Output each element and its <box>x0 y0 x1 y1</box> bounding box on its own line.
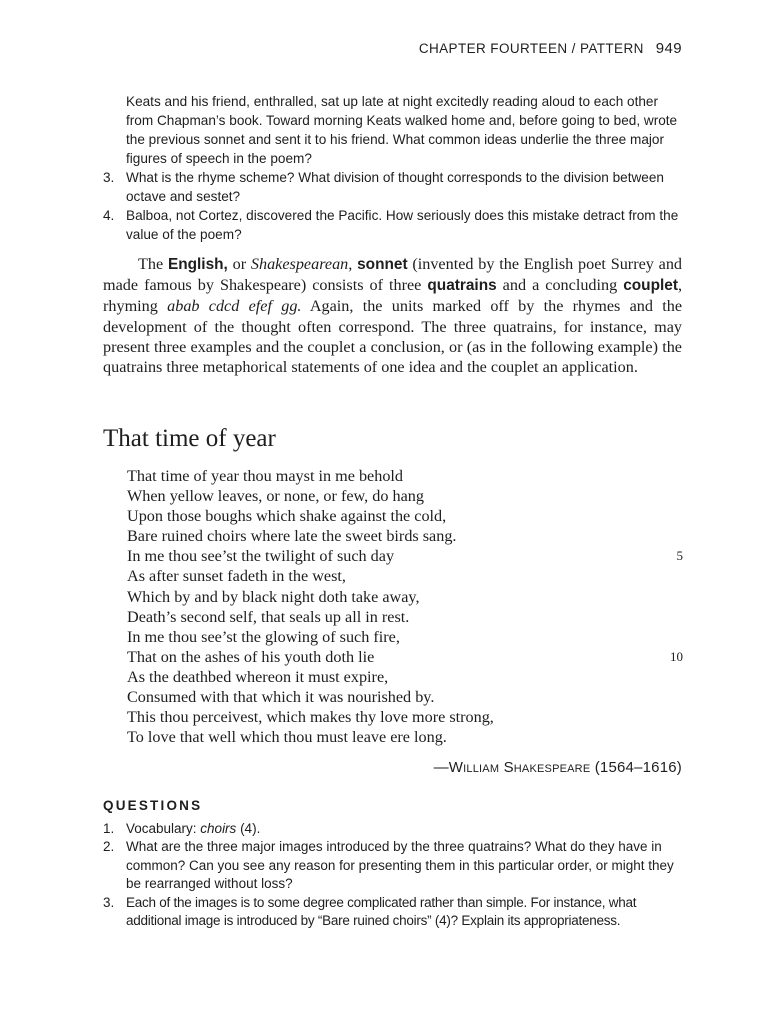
question-text: What are the three major images introduced by the three quatrains? What do they have in common? Can you see any reason for presenting them in this particular order, or might they be rearranged without loss? <box>126 839 674 892</box>
chapter-title: CHAPTER FOURTEEN / PATTERN <box>418 41 644 56</box>
question-text: What is the rhyme scheme? What division of thought corresponds to the division between octave and sestet? <box>126 170 664 204</box>
question-number: 3. <box>103 894 115 910</box>
author-name: William Shakespeare <box>448 759 591 776</box>
question-continuation: Keats and his friend, enthralled, sat up late at night excitedly reading aloud to each other from Chapman’s book. Toward morning Keats walked home and, before going to bed, wrote the previous sonnet and sent it to his friend. What common ideas underlie the three major figures of speech in the poem? <box>126 94 678 166</box>
poem-line <box>127 566 683 586</box>
question-list <box>103 820 683 930</box>
term-quatrains: quatrains <box>427 277 497 295</box>
question-text <box>126 820 683 838</box>
poem-line <box>127 546 683 566</box>
text-run: and a concluding <box>496 276 624 295</box>
poem-line-text: That on the ashes of his youth doth lie <box>127 647 375 666</box>
text-run: Vocabulary: <box>126 821 201 836</box>
poem-line-text: When yellow leaves, or none, or few, do hang <box>127 487 424 506</box>
poem-attribution <box>434 759 682 776</box>
term-couplet: couplet <box>623 277 678 295</box>
question-number: 2. <box>103 839 115 855</box>
question-item <box>103 206 683 244</box>
poem-line-text: Which by and by black night doth take away, <box>127 587 420 606</box>
question-number: 1. <box>103 821 115 836</box>
term-sonnet: sonnet <box>357 256 408 273</box>
term-shakespearean: Shakespearean, <box>250 255 353 273</box>
poem-body <box>127 466 683 747</box>
poem-line <box>127 506 683 526</box>
line-number: 10 <box>670 648 683 664</box>
text-run: , rhyming <box>103 276 682 316</box>
running-head <box>419 40 682 57</box>
poem-line-text: Death’s second self, that seals up all in rest. <box>127 607 410 626</box>
poem-line <box>127 486 683 506</box>
question-item <box>103 168 683 206</box>
poem-line <box>127 707 683 727</box>
poem-line-text: As the deathbed whereon it must expire, <box>127 667 389 686</box>
text-run: or <box>227 255 251 273</box>
line-reference: (4). <box>236 821 261 836</box>
vocabulary-term: choirs <box>200 821 237 836</box>
poem-line <box>127 627 683 647</box>
poem-line-text: In me thou see’st the twilight of such day <box>127 547 395 566</box>
line-number: 5 <box>676 548 683 564</box>
poem-line-text: To love that well which thou must leave ere long. <box>127 728 447 747</box>
poem-line <box>127 647 683 667</box>
poem-line-text: As after sunset fadeth in the west, <box>127 567 346 586</box>
poem-line-text: In me thou see’st the glowing of such fire, <box>127 627 400 646</box>
attribution-dash: — <box>433 759 449 776</box>
poem-line <box>127 607 683 627</box>
text-run: (invented by the English poet Surrey and made famous by Shakespeare) consists of three <box>103 255 683 295</box>
rhyme-scheme: abab cdcd efef gg. <box>167 297 302 316</box>
poem-line-text: Consumed with that which it was nourished by. <box>127 688 435 707</box>
poem-title: That time of year <box>103 425 276 452</box>
poem-line <box>127 526 683 546</box>
body-paragraph <box>103 254 682 377</box>
text-run: Again, the units marked off by the rhymes and the development of the thought often correspond. The three quatrains, for instance, may present three examples and the couplet a conclusion, or (as in the following example) the quatrains three metaphorical statements of one idea and the couplet an application. <box>103 297 683 377</box>
question-text: Each of the images is to some degree complicated rather than simple. For instance, what additional image is introduced by “Bare ruined choirs” (4)? Explain its appropriateness. <box>126 894 637 929</box>
question-number: 3. <box>103 170 115 185</box>
question-item <box>103 820 683 838</box>
questions-heading: QUESTIONS <box>103 798 203 813</box>
poem-line <box>127 727 683 747</box>
poem-line-text: This thou perceivest, which makes thy love more strong, <box>127 708 494 727</box>
term-english: English, <box>167 256 228 273</box>
poem-line <box>127 687 683 707</box>
author-dates: (1564–1616) <box>590 759 682 776</box>
poem-line <box>127 587 683 607</box>
poem-line <box>127 667 683 687</box>
poem-line-text: Bare ruined choirs where late the sweet birds sang. <box>127 527 457 546</box>
question-item <box>103 838 683 893</box>
question-number: 4. <box>103 208 115 223</box>
page-number: 949 <box>655 40 682 57</box>
question-list-previous <box>103 92 683 244</box>
poem-line <box>127 466 683 486</box>
question-text: Balboa, not Cortez, discovered the Pacific. How seriously does this mistake detract from the value of the poem? <box>126 208 679 242</box>
poem-line-text: Upon those boughs which shake against the cold, <box>127 507 447 526</box>
poem-line-text: That time of year thou mayst in me behold <box>127 467 404 485</box>
question-item <box>103 894 683 931</box>
text-run: The <box>138 255 168 273</box>
